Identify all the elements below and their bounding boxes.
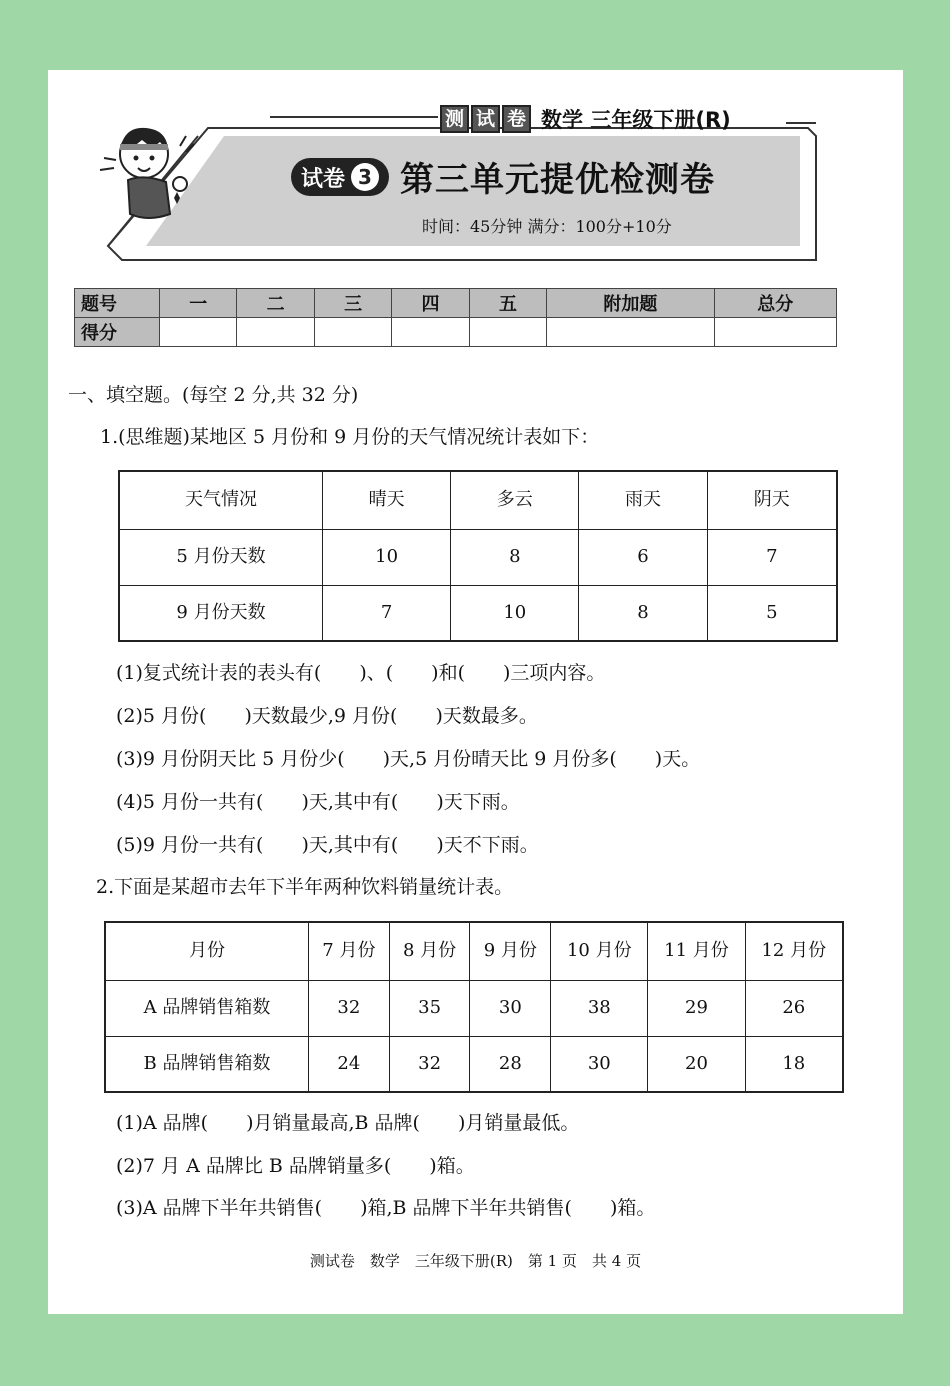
question-2-intro: 2.下面是某超市去年下半年两种饮料销量统计表。 (96, 876, 514, 898)
table-cell: 8 (579, 585, 707, 641)
series-tag (440, 104, 731, 134)
question-1-intro: 1.(思维题)某地区 5 月份和 9 月份的天气情况统计表如下： (100, 426, 600, 448)
table-cell: 24 (309, 1036, 390, 1092)
table-row (105, 1036, 843, 1092)
tag-box: 试 (471, 105, 500, 133)
score-cell[interactable] (160, 318, 237, 347)
score-table (74, 288, 837, 347)
badge-label: 试卷 (300, 166, 345, 192)
exam-info: 时间：45分钟 满分：100分+10分 (422, 217, 672, 236)
table-header-cell: 8 月份 (389, 922, 470, 980)
table-header-cell: 雨天 (579, 471, 707, 529)
question-item: (4)5 月份一共有( )天,其中有( )天下雨。 (116, 791, 520, 813)
page-footer: 测试卷 数学 三年级下册(R) 第 1 页 共 4 页 (309, 1252, 642, 1270)
table-cell: B 品牌销售箱数 (105, 1036, 309, 1092)
table-header-cell: 阴天 (707, 471, 837, 529)
table-cell: 10 (451, 585, 579, 641)
paper-badge (291, 158, 389, 196)
table-cell: 30 (551, 1036, 648, 1092)
table-cell: 20 (648, 1036, 745, 1092)
table-header-cell: 10 月份 (551, 922, 648, 980)
table-cell: 5 月份天数 (119, 529, 323, 585)
score-header-cell: 题号 (75, 289, 160, 318)
kid-illustration (94, 118, 214, 238)
table-cell: 18 (745, 1036, 843, 1092)
tag-box: 卷 (502, 105, 531, 133)
table-header-cell: 天气情况 (119, 471, 323, 529)
score-header-cell: 一 (160, 289, 237, 318)
table-cell: 10 (323, 529, 451, 585)
header-rule-right (786, 122, 816, 124)
table-cell: 28 (470, 1036, 551, 1092)
table-header-row (119, 471, 837, 529)
score-row (75, 318, 837, 347)
question-item: (5)9 月份一共有( )天,其中有( )天不下雨。 (116, 834, 539, 856)
table-cell: 35 (389, 980, 470, 1036)
question-item: (3)9 月份阴天比 5 月份少( )天,5 月份晴天比 9 月份多( )天。 (116, 748, 701, 770)
score-cell[interactable] (469, 318, 546, 347)
question-item: (3)A 品牌下半年共销售( )箱,B 品牌下半年共销售( )箱。 (116, 1197, 656, 1219)
weather-table (118, 470, 838, 642)
sales-table (104, 921, 844, 1093)
table-header-cell: 晴天 (323, 471, 451, 529)
table-cell: 32 (309, 980, 390, 1036)
score-cell[interactable] (314, 318, 391, 347)
subject-grade: 数学 三年级下册(R) (541, 108, 731, 132)
score-row-label: 得分 (75, 318, 160, 347)
header-rule-left (270, 116, 438, 118)
score-header-cell: 总分 (714, 289, 836, 318)
score-cell[interactable] (392, 318, 469, 347)
section-heading: 一、填空题。(每空 2 分,共 32 分) (68, 384, 359, 406)
table-header-row (105, 922, 843, 980)
table-cell: 32 (389, 1036, 470, 1092)
table-header-cell: 月份 (105, 922, 309, 980)
tag-box: 测 (440, 105, 469, 133)
score-header-cell: 二 (237, 289, 314, 318)
badge-number: 3 (351, 163, 379, 191)
table-cell: 26 (745, 980, 843, 1036)
table-cell: 30 (470, 980, 551, 1036)
table-header-cell: 7 月份 (309, 922, 390, 980)
table-cell: A 品牌销售箱数 (105, 980, 309, 1036)
table-cell: 8 (451, 529, 579, 585)
table-header-cell: 12 月份 (745, 922, 843, 980)
score-cell[interactable] (237, 318, 314, 347)
table-cell: 5 (707, 585, 837, 641)
score-header-cell: 四 (392, 289, 469, 318)
table-row (119, 585, 837, 641)
table-cell: 38 (551, 980, 648, 1036)
question-item: (1)A 品牌( )月销量最高,B 品牌( )月销量最低。 (116, 1112, 580, 1134)
table-header-cell: 9 月份 (470, 922, 551, 980)
table-cell: 9 月份天数 (119, 585, 323, 641)
score-header-row (75, 289, 837, 318)
score-cell[interactable] (547, 318, 714, 347)
score-header-cell: 五 (469, 289, 546, 318)
table-header-cell: 11 月份 (648, 922, 745, 980)
table-cell: 7 (707, 529, 837, 585)
score-cell[interactable] (714, 318, 836, 347)
score-header-cell: 三 (314, 289, 391, 318)
exam-paper (48, 70, 903, 1314)
table-cell: 6 (579, 529, 707, 585)
table-cell: 29 (648, 980, 745, 1036)
score-header-cell: 附加题 (547, 289, 714, 318)
question-item: (2)7 月 A 品牌比 B 品牌销量多( )箱。 (116, 1155, 475, 1177)
question-item: (2)5 月份( )天数最少,9 月份( )天数最多。 (116, 705, 538, 727)
table-row (105, 980, 843, 1036)
page-title: 第三单元提优检测卷 (400, 160, 715, 200)
table-row (119, 529, 837, 585)
table-header-cell: 多云 (451, 471, 579, 529)
question-item: (1)复式统计表的表头有( )、( )和( )三项内容。 (116, 662, 606, 684)
table-cell: 7 (323, 585, 451, 641)
